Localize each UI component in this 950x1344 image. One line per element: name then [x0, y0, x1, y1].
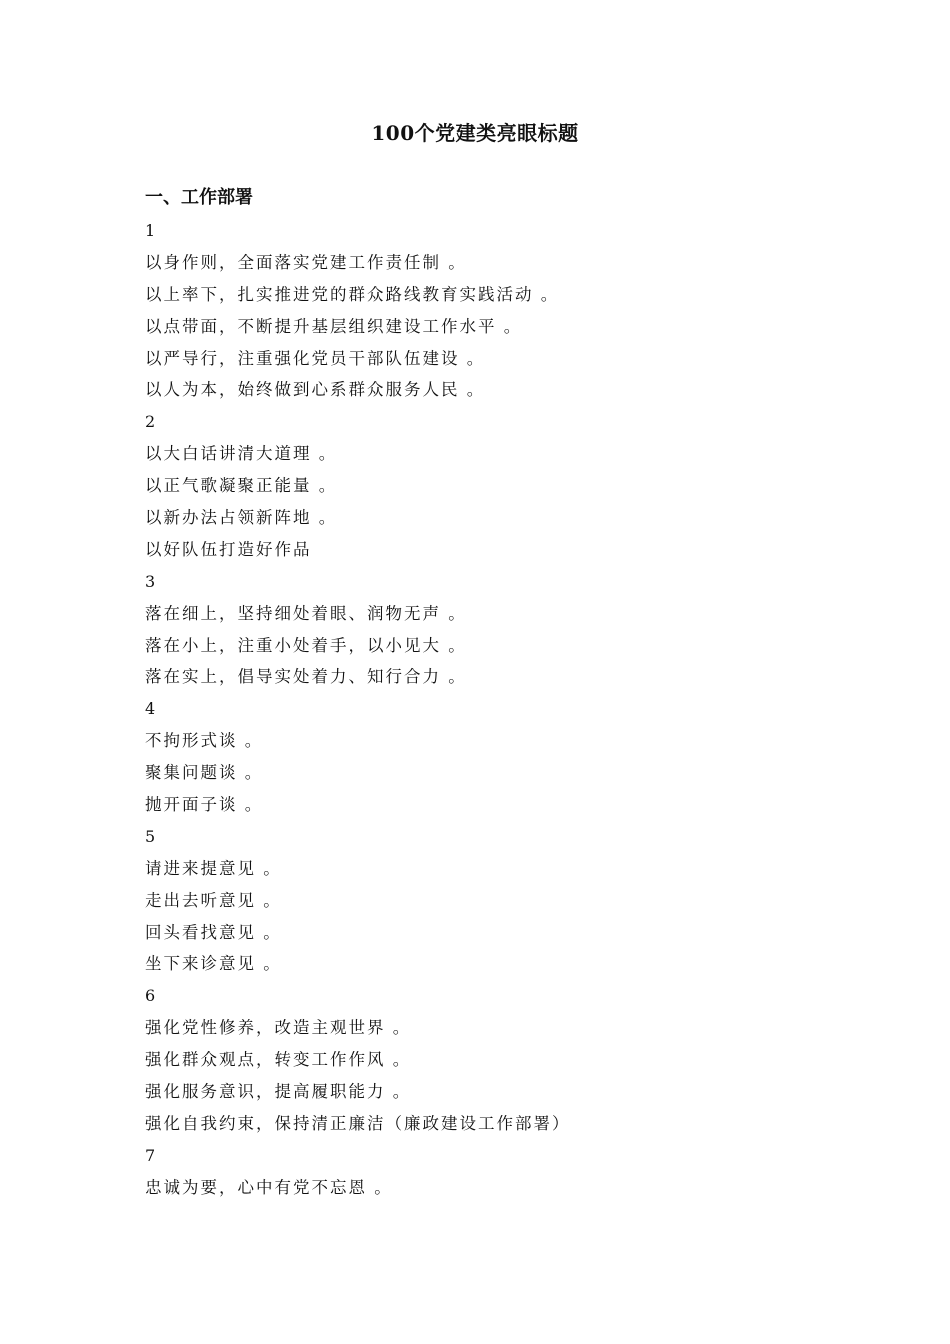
- group-6: [145, 980, 845, 1139]
- group-number: 3: [145, 571, 156, 591]
- group-5: [145, 821, 845, 980]
- group-3: [145, 566, 845, 694]
- text-line: 走出去听意见 。: [145, 890, 282, 910]
- group-number: 1: [145, 221, 156, 240]
- text-line: 不拘形式谈 。: [145, 731, 264, 751]
- group-4: [145, 693, 845, 821]
- text-line: 坐下来诊意见 。: [145, 954, 282, 974]
- text-line: 以大白话讲清大道理 。: [145, 444, 338, 464]
- text-line: 以上率下，扎实推进党的群众路线教育实践活动 。: [145, 284, 560, 304]
- text-line: 请进来提意见 。: [145, 858, 282, 878]
- group-7: [145, 1140, 845, 1204]
- group-number: 5: [145, 826, 156, 846]
- text-line: 忠诚为要，心中有党不忘恩 。: [145, 1177, 393, 1197]
- text-line: 以新办法占领新阵地 。: [145, 508, 338, 528]
- group-number: 7: [145, 1145, 156, 1165]
- text-line: 以好队伍打造好作品: [145, 539, 312, 559]
- group-1: [145, 215, 845, 406]
- text-line: 以人为本，始终做到心系群众服务人民 。: [145, 380, 486, 400]
- text-line: 抛开面子谈 。: [145, 795, 264, 815]
- text-line: 聚集问题谈 。: [145, 763, 264, 783]
- text-line: 以身作则，全面落实党建工作责任制 。: [145, 252, 467, 272]
- group-2: [145, 406, 845, 565]
- group-number: 2: [145, 412, 156, 432]
- text-line: 以点带面，不断提升基层组织建设工作水平 。: [145, 316, 523, 336]
- document-body: [145, 215, 845, 1204]
- text-line: 强化党性修养，改造主观世界 。: [145, 1018, 412, 1038]
- text-line: 以正气歌凝聚正能量 。: [145, 476, 338, 496]
- text-line: 落在细上，坚持细处着眼、润物无声 。: [145, 603, 467, 623]
- group-number: 4: [145, 699, 156, 719]
- text-line: 落在实上，倡导实处着力、知行合力 。: [145, 667, 467, 687]
- section-heading: 一、工作部署: [145, 187, 253, 208]
- text-line: 强化群众观点，转变工作作风 。: [145, 1050, 412, 1070]
- text-line: 强化自我约束，保持清正廉洁（廉政建设工作部署）: [145, 1113, 571, 1133]
- page-title: 100个党建类亮眼标题: [371, 121, 579, 145]
- group-number: 6: [145, 986, 156, 1006]
- text-line: 强化服务意识，提高履职能力 。: [145, 1082, 412, 1102]
- text-line: 落在小上，注重小处着手，以小见大 。: [145, 635, 467, 655]
- text-line: 以严导行，注重强化党员干部队伍建设 。: [145, 348, 486, 368]
- text-line: 回头看找意见 。: [145, 922, 282, 942]
